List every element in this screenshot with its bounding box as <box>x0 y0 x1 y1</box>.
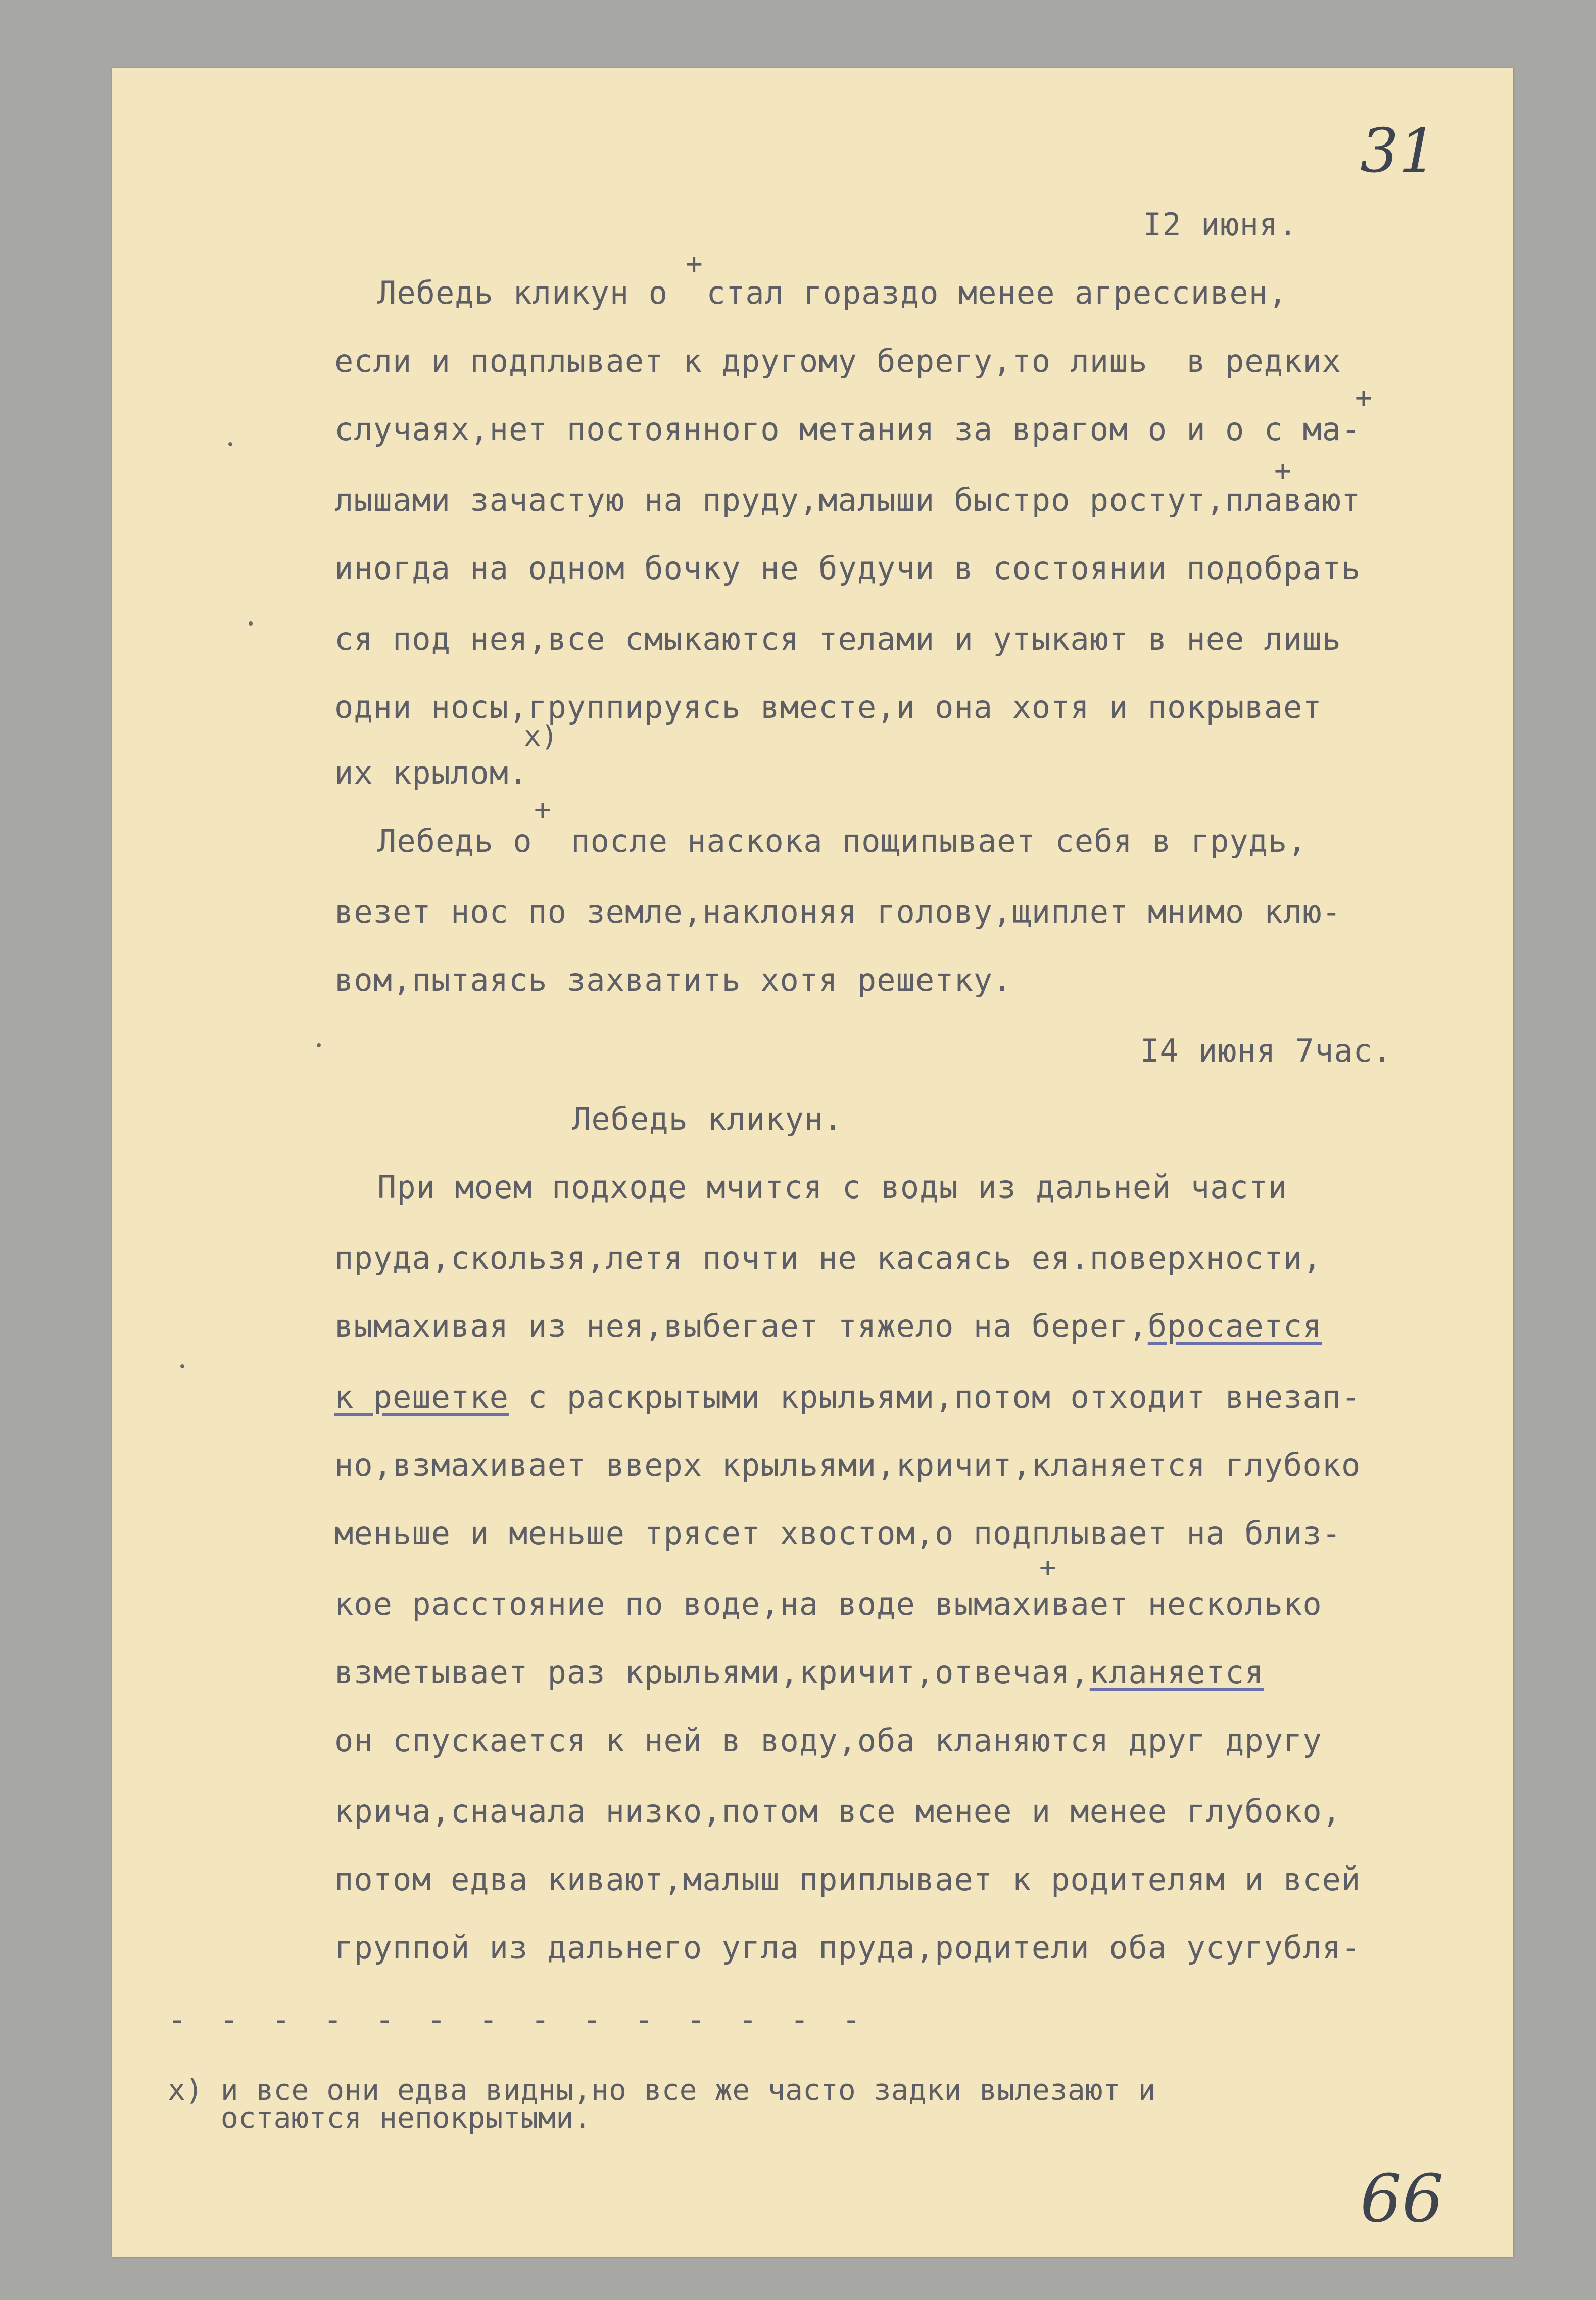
entry-date: I4 июня 7час. <box>1140 1032 1392 1069</box>
text-line: но,взмахивает вверх крыльями,кричит,кланяется глубоко <box>334 1447 1361 1483</box>
footnote-line: остаются непокрытыми. <box>168 2100 592 2135</box>
document-page <box>112 68 1513 2257</box>
footnote-separator: - - - - - - - - - - - - - - <box>168 2001 868 2038</box>
text-line: пруда,скользя,летя почти не касаясь ея.поверхности, <box>334 1239 1322 1276</box>
paper-speck <box>228 442 232 446</box>
text-fragment: взметывает раз крыльями,кричит,отвечая, <box>334 1654 1090 1691</box>
text-line: группой из дальнего угла пруда,родители оба усугубля- <box>334 1929 1361 1966</box>
text-line: При моем подходе мчится с воды из дальней части <box>377 1169 1288 1206</box>
underlined-phrase: кланяется <box>1089 1654 1264 1691</box>
entry-date: I2 июня. <box>1143 206 1298 243</box>
text-line: случаях,нет постоянного метания за врагом о и о с ма- <box>334 411 1361 448</box>
text-line: вом,пытаясь захватить хотя решетку. <box>334 962 1012 998</box>
text-fragment: вымахивая из нея,выбегает тяжело на берег, <box>334 1308 1148 1345</box>
text-line: Лебедь кликун о стал гораздо менее агрессивен, <box>377 274 1288 311</box>
sex-symbol-mark: + <box>1039 1551 1056 1584</box>
folio-number-top: 31 <box>1360 116 1437 186</box>
text-line: одни носы,группируясь вместе,и она хотя и покрывает <box>334 689 1322 726</box>
text-line <box>334 1652 1264 1693</box>
text-line: иногда на одном бочку не будучи в состоянии подобрать <box>334 550 1361 587</box>
underlined-phrase: бросается <box>1147 1308 1322 1345</box>
text-line: везет нос по земле,наклоняя голову,щиплет мнимо клю- <box>334 893 1342 930</box>
text-line: если и подплывает к другому берегу,то лишь в редких <box>334 343 1342 379</box>
entry-heading: Лебедь кликун. <box>572 1100 843 1137</box>
paper-speck <box>249 621 253 626</box>
text-line: ся под нея,все смыкаются телами и утыкают в нее лишь <box>334 620 1342 657</box>
folio-number-bottom: 66 <box>1360 2160 1444 2237</box>
sex-symbol-mark: + <box>686 248 703 280</box>
text-line: крича,сначала низко,потом все менее и менее глубоко, <box>334 1793 1342 1830</box>
paper-speck <box>180 1364 184 1368</box>
paper-speck <box>317 1043 321 1047</box>
footnote-line: х) и все они едва видны,но все же часто задки вылезают и <box>168 2073 1156 2107</box>
text-line <box>334 1306 1322 1347</box>
text-line: их крылом. <box>334 754 528 791</box>
text-line <box>334 1377 1361 1417</box>
text-line: потом едва кивают,малыш приплывает к родителям и всей <box>334 1861 1361 1898</box>
text-fragment: с раскрытыми крыльями,потом отходит внезап- <box>508 1378 1361 1415</box>
text-line: Лебедь о после наскока пощипывает себя в грудь, <box>377 823 1307 859</box>
text-line: кое расстояние по воде,на воде вымахивает несколько <box>334 1586 1322 1622</box>
text-line: он спускается к ней в воду,оба кланяются друг другу <box>334 1722 1322 1759</box>
sex-symbol-mark: + <box>1355 381 1372 414</box>
sex-symbol-mark: + <box>534 793 551 826</box>
text-line: меньше и меньше трясет хвостом,о подплывает на близ- <box>334 1515 1342 1552</box>
footnote-reference-mark: х) <box>524 720 558 753</box>
text-line: лышами зачастую на пруду,малыши быстро ростут,плавают <box>334 482 1361 518</box>
underlined-phrase: к решетке <box>334 1378 509 1415</box>
sex-symbol-mark: + <box>1274 455 1291 488</box>
